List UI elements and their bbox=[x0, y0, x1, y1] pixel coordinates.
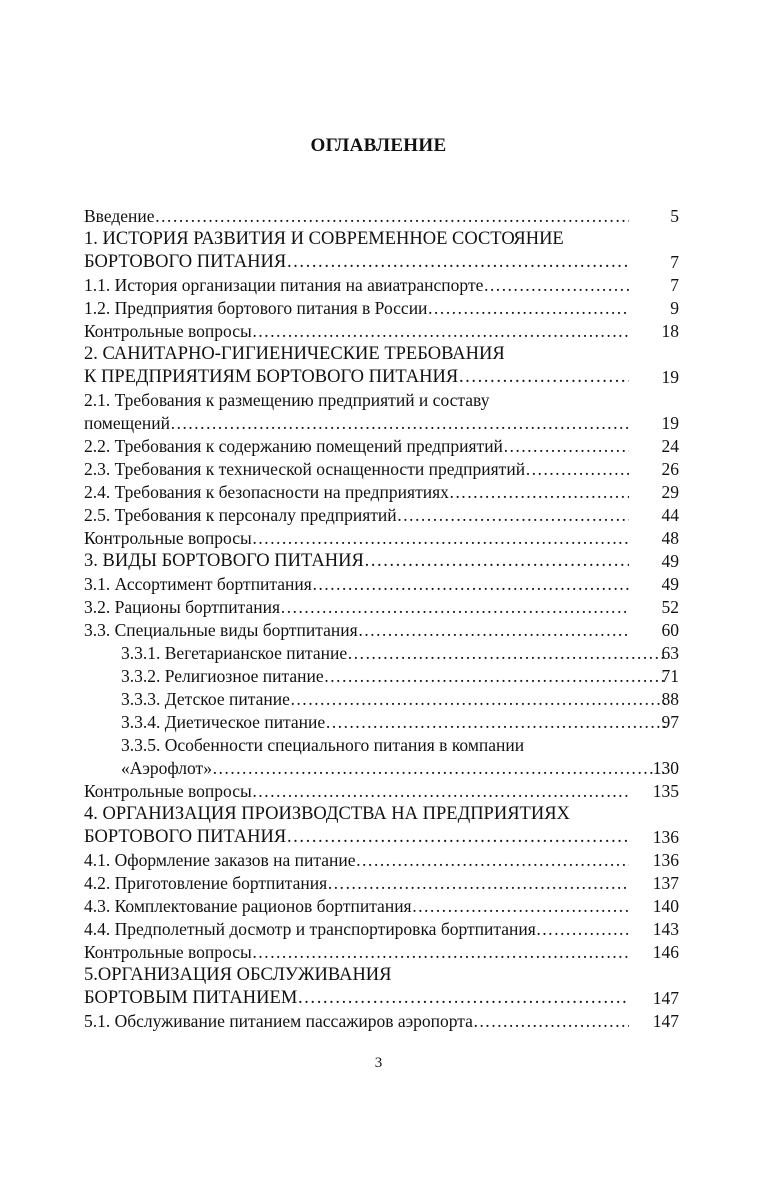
toc-entry-page: 135 bbox=[652, 781, 679, 801]
toc-entry bbox=[84, 757, 679, 780]
toc-entry bbox=[84, 780, 679, 803]
toc-entry-title: 5.1. Обслуживание питанием пассажиров аэропорта …………………………………………………………………………………………………………………………………………………… bbox=[84, 1010, 629, 1033]
toc-entry bbox=[84, 504, 679, 527]
toc-entry bbox=[84, 734, 679, 757]
toc-entry bbox=[84, 918, 679, 941]
toc-entry bbox=[84, 826, 679, 849]
toc-entry-title: помещений …………………………………………………………………………………………………………………………………………………… bbox=[84, 412, 629, 435]
toc-entry-page: 19 bbox=[661, 367, 679, 387]
page-title: ОГЛАВЛЕНИЕ bbox=[310, 135, 447, 156]
toc-entry bbox=[84, 642, 679, 665]
toc-entry bbox=[84, 297, 679, 320]
toc-entry-page: 147 bbox=[652, 988, 679, 1008]
toc-entry-title: БОРТОВОГО ПИТАНИЯ …………………………………………………………………………………………………………………………………………………… bbox=[84, 826, 629, 849]
toc-entry-title: 2.1. Требования к размещению предприятий и составу bbox=[84, 390, 490, 410]
toc-entry-title: 3.3.3. Детское питание …………………………………………………………………………………………………………………………………………………… bbox=[84, 688, 666, 711]
toc-entry-page: 9 bbox=[670, 298, 679, 318]
toc-entry bbox=[84, 987, 679, 1010]
table-of-contents bbox=[84, 205, 679, 1033]
toc-entry-page: 19 bbox=[661, 413, 679, 433]
toc-entry-title: 3. ВИДЫ БОРТОВОГО ПИТАНИЯ …………………………………………………………………………………………………………………………………………………… bbox=[84, 550, 629, 573]
toc-entry-title: Контрольные вопросы …………………………………………………………………………………………………………………………………………………… bbox=[84, 527, 629, 550]
toc-entry-page: 71 bbox=[661, 666, 679, 686]
toc-entry bbox=[84, 619, 679, 642]
toc-entry-title: 1.1. История организации питания на авиатранспорте …………………………………………………………………………………………………………………………………………………… bbox=[84, 274, 629, 297]
toc-entry-title: БОРТОВЫМ ПИТАНИЕМ …………………………………………………………………………………………………………………………………………………… bbox=[84, 987, 629, 1010]
toc-entry-page: 18 bbox=[661, 321, 679, 341]
toc-entry bbox=[84, 688, 679, 711]
toc-entry-title: 3.3.1. Вегетарианское питание …………………………………………………………………………………………………………………………………………………… bbox=[84, 642, 666, 665]
toc-entry-page: 5 bbox=[670, 206, 679, 226]
toc-entry-title: «Аэрофлот» …………………………………………………………………………………………………………………………………………………… bbox=[84, 757, 666, 780]
toc-entry-title: 3.1. Ассортимент бортпитания …………………………………………………………………………………………………………………………………………………… bbox=[84, 573, 629, 596]
toc-entry bbox=[84, 1010, 679, 1033]
toc-entry-title: Контрольные вопросы …………………………………………………………………………………………………………………………………………………… bbox=[84, 780, 629, 803]
toc-entry-title: 2.3. Требования к технической оснащенности предприятий …………………………………………………………………………………………………………………………………………………… bbox=[84, 458, 629, 481]
toc-entry bbox=[84, 711, 679, 734]
toc-entry-page: 44 bbox=[661, 505, 679, 525]
toc-entry bbox=[84, 366, 679, 389]
toc-entry-page: 88 bbox=[661, 689, 679, 709]
toc-entry-page: 130 bbox=[652, 758, 679, 778]
toc-entry-title: БОРТОВОГО ПИТАНИЯ …………………………………………………………………………………………………………………………………………………… bbox=[84, 251, 629, 274]
toc-entry-page: 143 bbox=[652, 919, 679, 939]
toc-entry bbox=[84, 251, 679, 274]
toc-entry-page: 140 bbox=[652, 896, 679, 916]
toc-entry-title: 4.3. Комплектование рационов бортпитания …………………………………………………………………………………………………………………………………………………… bbox=[84, 895, 629, 918]
toc-entry-page: 49 bbox=[661, 551, 679, 571]
toc-entry-page: 26 bbox=[661, 459, 679, 479]
toc-entry-page: 24 bbox=[661, 436, 679, 456]
toc-entry bbox=[84, 550, 679, 573]
toc-entry-page: 60 bbox=[661, 620, 679, 640]
page-number: 3 bbox=[374, 1055, 383, 1071]
toc-entry-title: К ПРЕДПРИЯТИЯМ БОРТОВОГО ПИТАНИЯ …………………………………………………………………………………………………………………………………………………… bbox=[84, 366, 629, 389]
toc-entry-title: 4. ОРГАНИЗАЦИЯ ПРОИЗВОДСТВА НА ПРЕДПРИЯТИЯХ bbox=[84, 804, 570, 824]
toc-entry-title: 3.3.5. Особенности специального питания в компании bbox=[121, 735, 525, 755]
toc-entry bbox=[84, 274, 679, 297]
toc-entry bbox=[84, 527, 679, 550]
toc-entry bbox=[84, 228, 679, 251]
toc-entry bbox=[84, 573, 679, 596]
toc-entry bbox=[84, 343, 679, 366]
toc-entry-page: 147 bbox=[652, 1011, 679, 1031]
toc-entry bbox=[84, 964, 679, 987]
toc-entry-title: 2. САНИТАРНО-ГИГИЕНИЧЕСКИЕ ТРЕБОВАНИЯ bbox=[84, 344, 505, 364]
toc-entry bbox=[84, 389, 679, 412]
toc-entry-page: 7 bbox=[670, 275, 679, 295]
toc-entry-page: 97 bbox=[661, 712, 679, 732]
toc-entry-title: 4.2. Приготовление бортпитания …………………………………………………………………………………………………………………………………………………… bbox=[84, 872, 629, 895]
toc-entry-title: Контрольные вопросы …………………………………………………………………………………………………………………………………………………… bbox=[84, 320, 629, 343]
toc-entry-page: 63 bbox=[661, 643, 679, 663]
toc-entry-title: Введение …………………………………………………………………………………………………………………………………………………… bbox=[84, 205, 629, 228]
toc-entry bbox=[84, 596, 679, 619]
toc-entry-page: 49 bbox=[661, 574, 679, 594]
toc-entry-title: 2.4. Требования к безопасности на предприятиях …………………………………………………………………………………………………………………………………………………… bbox=[84, 481, 629, 504]
toc-entry-page: 7 bbox=[670, 252, 679, 272]
toc-entry-page: 136 bbox=[652, 827, 679, 847]
toc-entry-title: 3.3. Специальные виды бортпитания …………………………………………………………………………………………………………………………………………………… bbox=[84, 619, 629, 642]
toc-entry bbox=[84, 849, 679, 872]
toc-entry-title: 3.2. Рационы бортпитания …………………………………………………………………………………………………………………………………………………… bbox=[84, 596, 629, 619]
toc-entry-page: 29 bbox=[661, 482, 679, 502]
toc-entry-title: 3.3.4. Диетическое питание …………………………………………………………………………………………………………………………………………………… bbox=[84, 711, 666, 734]
toc-entry-page: 136 bbox=[652, 850, 679, 870]
toc-entry-page: 48 bbox=[661, 528, 679, 548]
toc-entry bbox=[84, 665, 679, 688]
toc-entry-page: 52 bbox=[661, 597, 679, 617]
toc-entry-title: 4.4. Предполетный досмотр и транспортировка бортпитания …………………………………………………………………………………………………………………………………………………… bbox=[84, 918, 629, 941]
toc-entry bbox=[84, 481, 679, 504]
toc-entry bbox=[84, 458, 679, 481]
toc-entry bbox=[84, 941, 679, 964]
toc-entry bbox=[84, 320, 679, 343]
toc-entry-title: 2.2. Требования к содержанию помещений предприятий …………………………………………………………………………………………………………………………………………………… bbox=[84, 435, 629, 458]
toc-entry bbox=[84, 435, 679, 458]
toc-entry-title: 4.1. Оформление заказов на питание …………………………………………………………………………………………………………………………………………………… bbox=[84, 849, 629, 872]
toc-entry bbox=[84, 872, 679, 895]
toc-entry-title: Контрольные вопросы …………………………………………………………………………………………………………………………………………………… bbox=[84, 941, 629, 964]
toc-entry-title: 1.2. Предприятия бортового питания в России …………………………………………………………………………………………………………………………………………………… bbox=[84, 297, 629, 320]
toc-entry-title: 2.5. Требования к персоналу предприятий …………………………………………………………………………………………………………………………………………………… bbox=[84, 504, 629, 527]
toc-entry bbox=[84, 803, 679, 826]
toc-entry-title: 5.ОРГАНИЗАЦИЯ ОБСЛУЖИВАНИЯ bbox=[84, 965, 392, 985]
toc-entry bbox=[84, 895, 679, 918]
toc-entry bbox=[84, 205, 679, 228]
toc-entry-title: 3.3.2. Религиозное питание …………………………………………………………………………………………………………………………………………………… bbox=[84, 665, 666, 688]
toc-entry-title: 1. ИСТОРИЯ РАЗВИТИЯ И СОВРЕМЕННОЕ СОСТОЯНИЕ bbox=[84, 229, 564, 249]
toc-entry-page: 137 bbox=[652, 873, 679, 893]
toc-entry-page: 146 bbox=[652, 942, 679, 962]
toc-entry bbox=[84, 412, 679, 435]
